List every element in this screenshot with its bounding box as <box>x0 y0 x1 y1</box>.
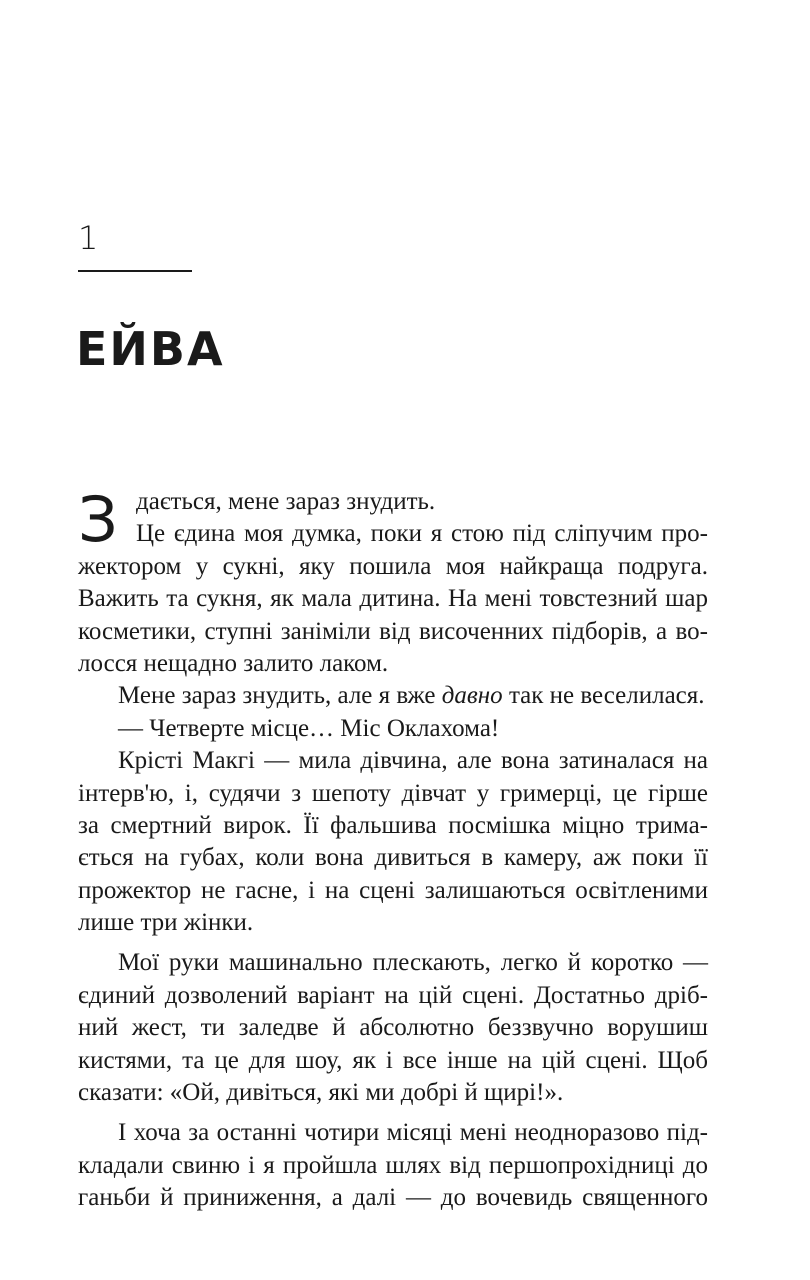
paragraph-line: ється на губах, коли вона дивиться в камеру, аж поки її <box>78 844 708 872</box>
drop-cap: З <box>78 483 118 556</box>
paragraph-line: ганьби й приниження, а далі — до вочевидь священного <box>78 1184 708 1212</box>
paragraph-line: прожектор не гасне, і на сцені залишаються освітленими <box>78 876 708 904</box>
paragraph-line: лише три жінки. <box>78 909 254 937</box>
chapter-number: 1 <box>78 219 99 257</box>
paragraph-line: інтерв'ю, і, судячи з шепоту дівчат у гримерці, це гірше <box>78 779 708 807</box>
line-text: Мене зараз знудить, але я вже <box>118 682 442 710</box>
body-text <box>78 483 708 1215</box>
paragraph-line: кистями, та це для шоу, як і все інше на цій сцені. Щоб <box>78 1046 708 1074</box>
paragraph-line: І хоча за останні чотири місяці мені неодноразово під- <box>118 1119 708 1147</box>
chapter-title: ЕЙВА <box>76 322 225 376</box>
chapter-divider <box>78 270 192 272</box>
paragraph-line: ний жест, ти заледве й абсолютно беззвучно ворушиш <box>78 1014 708 1042</box>
paragraph-line: лосся нещадно залито лаком. <box>78 649 389 677</box>
paragraph-line: єдиний дозволений варіант на цій сцені. Достатньо дріб- <box>78 981 708 1009</box>
paragraph-gap <box>78 939 708 947</box>
line-text: так не веселилася. <box>502 682 705 710</box>
paragraph-line: Мої руки машинально плескають, легко й коротко — <box>118 949 708 977</box>
paragraph-line: Важить та сукня, як мала дитина. На мені товстезний шар <box>78 585 708 613</box>
paragraph-line: сказати: «Ой, дивіться, які ми добрі й щирі!». <box>78 1079 564 1107</box>
paragraph-line: жектором у сукні, яку пошила моя найкраща подруга. <box>78 552 708 580</box>
paragraph-line: за смертний вирок. Її фальшива посмішка міцно трима- <box>78 811 708 839</box>
paragraph-line: Це єдина моя думка, поки я стою під сліпучим про- <box>136 520 708 548</box>
paragraph-line: Крісті Макгі — мила дівчина, але вона затиналася на <box>118 747 708 775</box>
paragraph-line: — Четверте місце… Міс Оклахома! <box>118 714 500 742</box>
paragraph-line <box>78 680 708 712</box>
paragraph-gap <box>78 1109 708 1117</box>
line-text: дається, мене зараз знудить. <box>136 488 436 515</box>
paragraph-line: кладали свиню і я пройшла шлях від першопрохідниці до <box>78 1151 708 1179</box>
emphasis-text: давно <box>441 682 503 710</box>
paragraph-line: косметики, ступні заніміли від височенних підборів, а во- <box>78 617 708 645</box>
